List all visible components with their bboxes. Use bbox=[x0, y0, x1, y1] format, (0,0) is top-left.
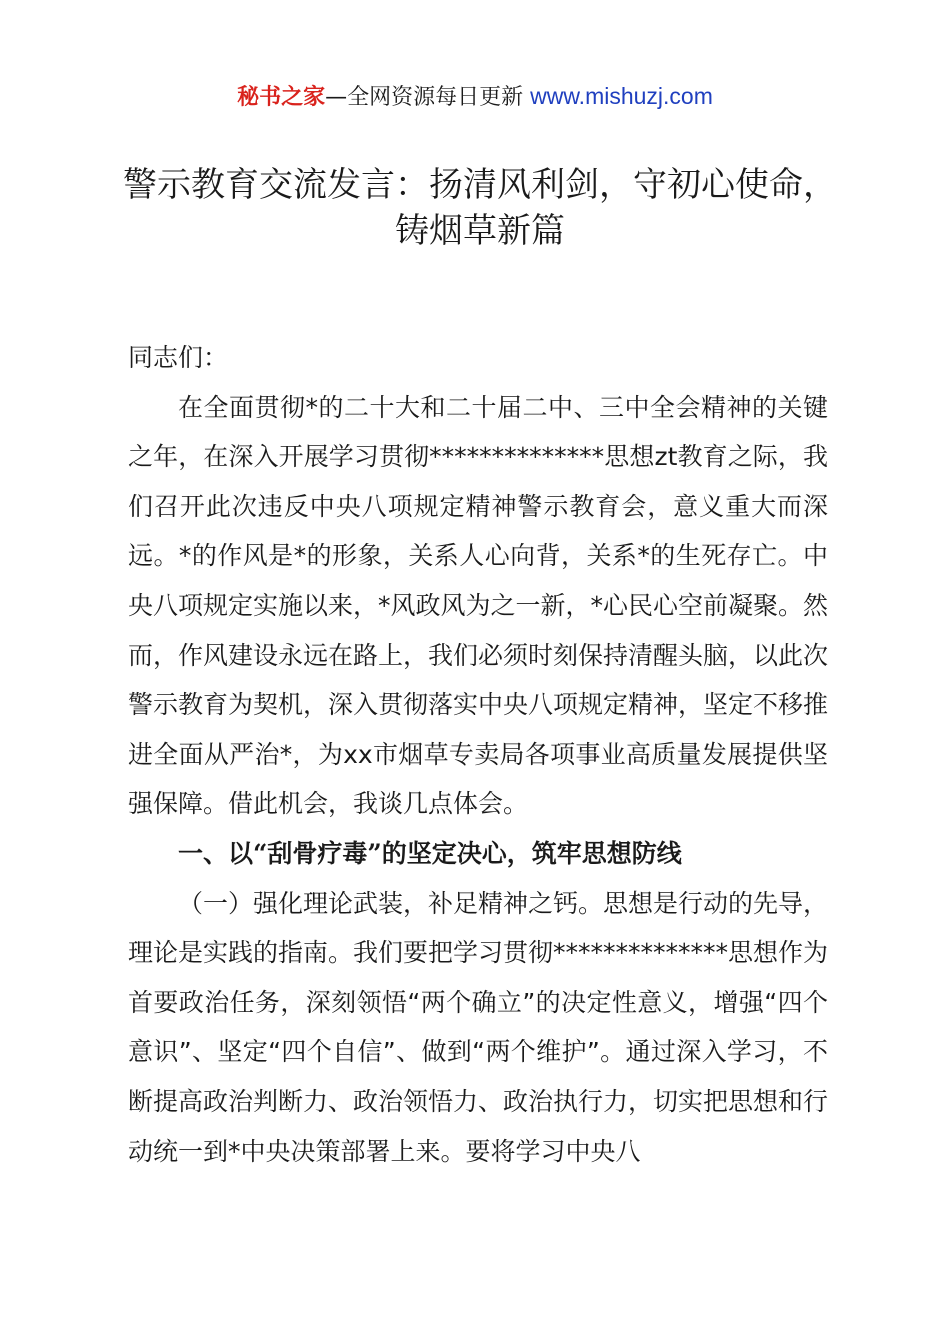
section-heading-1: 一、以“刮骨疗毒”的坚定决心，筑牢思想防线 bbox=[178, 838, 682, 868]
site-header bbox=[0, 80, 950, 114]
paragraph-section-1-1: （一）强化理论武装，补足精神之钙。思想是行动的先导，理论是实践的指南。我们要把学习贯彻**************思想作为首要政治任务，深刻领悟“两个确立”的决定性意义，增强“四个意识”、坚定“四个自信”、做到“两个维护”。通过深入学习，不断提高政治判断力、政治领悟力、政治执行力，切实把思想和行动统一到*中央决策部署上来。要将学习中央八 bbox=[128, 888, 829, 1166]
site-brand: 秘书之家 bbox=[237, 85, 326, 110]
site-url-link[interactable]: www.mishuzj.com bbox=[530, 83, 713, 109]
document-title-line-2: 铸烟草新篇 bbox=[395, 211, 565, 251]
paragraph-intro: 在全面贯彻*的二十大和二十届二中、三中全会精神的关键之年，在深入开展学习贯彻**************思想zt教育之际，我们召开此次违反中央八项规定精神警示教育会，意义重大而深远。*的作风是*的形象，关系人心向背，关系*的生死存亡。中央八项规定实施以来，*风政风为之一新，*心民心空前凝聚。然而，作风建设永远在路上，我们必须时刻保持清醒头脑，以此次警示教育为契机，深入贯彻落实中央八项规定精神，坚定不移推进全面从严治*，为xx市烟草专卖局各项事业高质量发展提供坚强保障。借此机会，我谈几点体会。 bbox=[128, 392, 829, 819]
document-title bbox=[100, 162, 860, 254]
document-body bbox=[128, 333, 828, 1176]
salutation: 同志们： bbox=[128, 343, 229, 372]
document-title-line-1: 警示教育交流发言：扬清风利剑，守初心使命， bbox=[123, 165, 837, 205]
site-tagline: —全网资源每日更新 bbox=[325, 85, 531, 110]
